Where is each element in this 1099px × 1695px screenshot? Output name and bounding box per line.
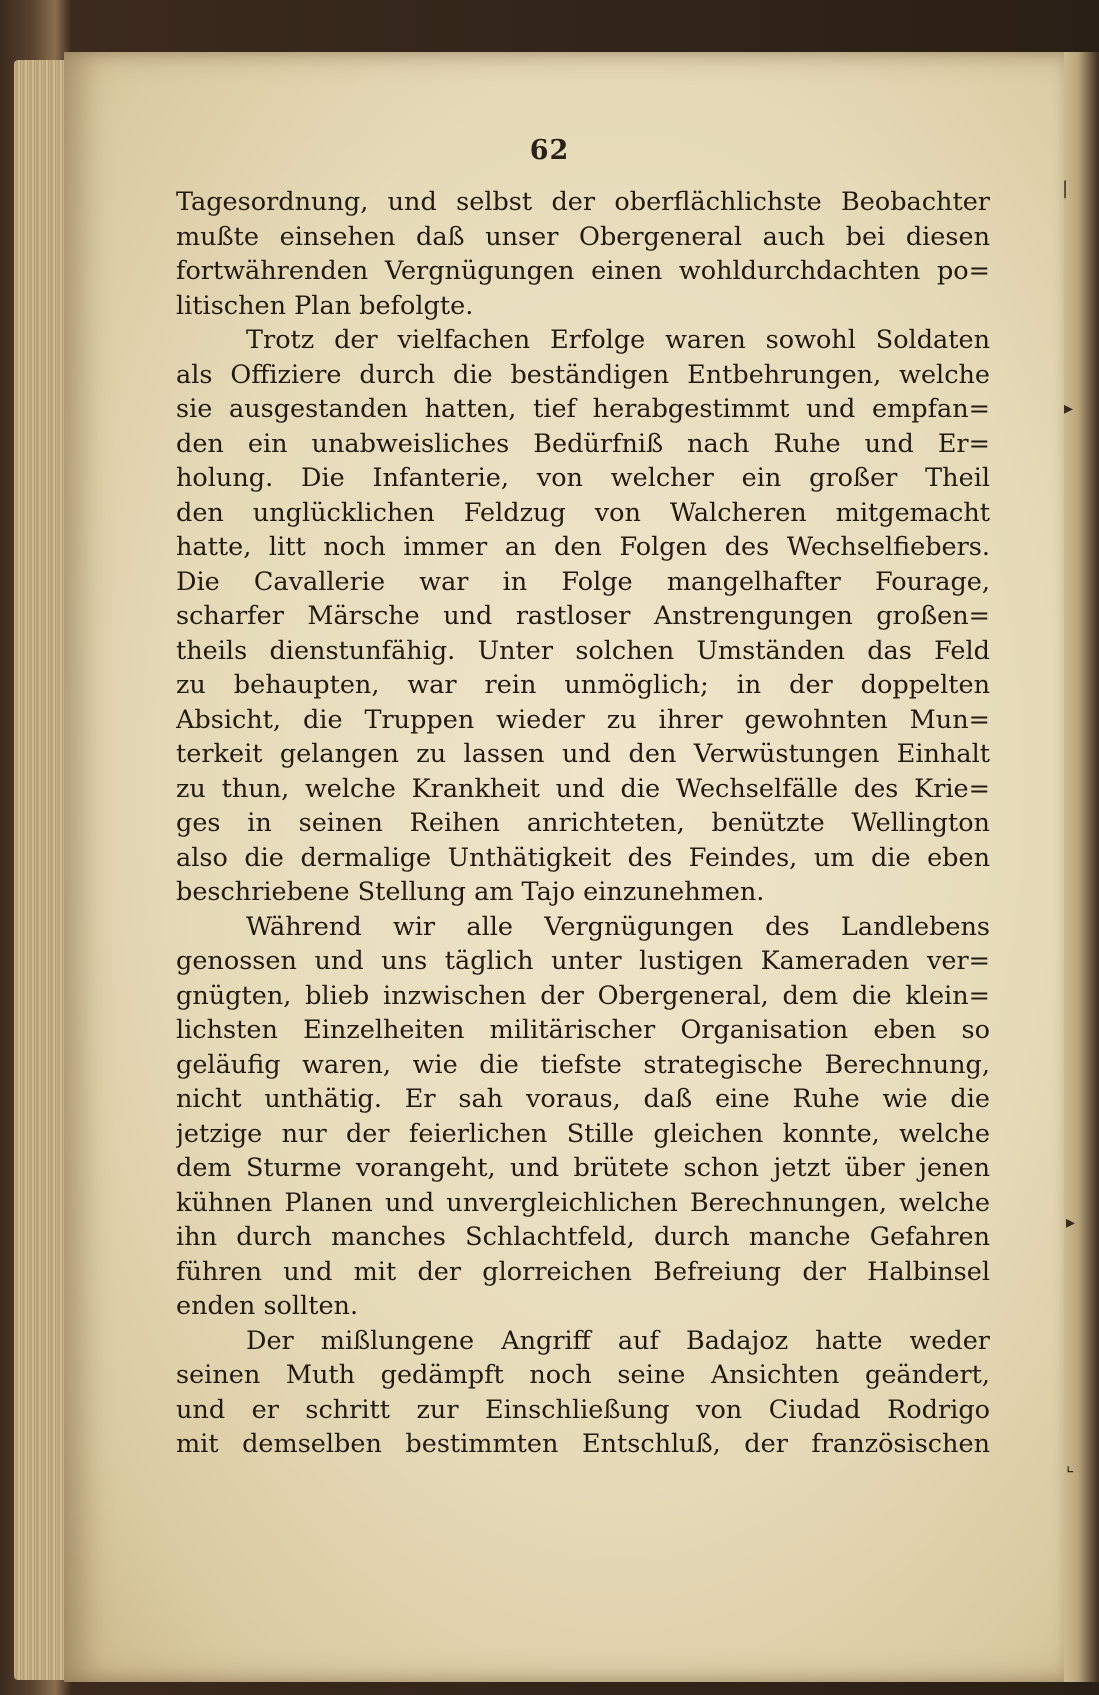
text-line: Während wir alle Vergnügungen des Landlebens: [246, 911, 990, 942]
text-line: lichsten Einzelheiten militärischer Organisation eben so: [176, 1015, 990, 1045]
right-page-edge: [1064, 52, 1099, 1682]
text-line: holung. Die Infanterie, von welcher ein großer Theil: [176, 463, 990, 493]
text-line: Der mißlungene Angriff auf Badajoz hatte weder: [246, 1325, 990, 1356]
text-line: theils dienstunfähig. Unter solchen Umständen das Feld: [176, 635, 990, 666]
text-line: fortwährenden Vergnügungen einen wohldurchdachten po=: [176, 256, 990, 286]
body-text: [176, 185, 990, 1462]
text-line: seinen Muth gedämpft noch seine Ansichten geändert,: [176, 1360, 990, 1390]
margin-arrow-icon: ▸: [1066, 1212, 1076, 1233]
text-line: genossen und uns täglich unter lustigen Kameraden ver=: [176, 946, 990, 976]
page-number: 62: [529, 135, 570, 166]
margin-arrow-icon: ▸: [1064, 398, 1074, 419]
text-line: führen und mit der glorreichen Befreiung der Halbinsel: [176, 1256, 990, 1287]
text-line: als Offiziere durch die beständigen Entbehrungen, welche: [176, 359, 990, 390]
text-line: dem Sturme vorangeht, und brütete schon jetzt über jenen: [176, 1153, 990, 1183]
text-line: kühnen Planen und unvergleichlichen Berechnungen, welche: [176, 1187, 990, 1218]
text-line: Trotz der vielfachen Erfolge waren sowohl Soldaten: [246, 325, 990, 355]
text-line: beschriebene Stellung am Tajo einzunehmen.: [176, 877, 765, 907]
text-line: terkeit gelangen zu lassen und den Verwüstungen Einhalt: [176, 739, 990, 769]
text-line: gnügten, blieb inzwischen der Obergeneral, dem die klein=: [176, 980, 990, 1011]
text-line: Absicht, die Truppen wieder zu ihrer gewohnten Mun=: [176, 704, 990, 735]
text-line: hatte, litt noch immer an den Folgen des Wechselfiebers.: [176, 532, 990, 562]
text-line: zu thun, welche Krankheit und die Wechselfälle des Krie=: [176, 773, 990, 804]
text-line: Die Cavallerie war in Folge mangelhafter Fourage,: [176, 566, 990, 597]
text-line: mit demselben bestimmten Entschluß, der französischen: [176, 1429, 990, 1459]
text-line: litischen Plan befolgte.: [176, 290, 474, 321]
margin-tick-mark: |: [1062, 178, 1069, 199]
text-line: und er schritt zur Einschließung von Ciudad Rodrigo: [176, 1394, 990, 1425]
text-line: Tagesordnung, und selbst der oberflächlichste Beobachter: [176, 187, 990, 217]
text-line: zu behaupten, war rein unmöglich; in der doppelten: [176, 670, 990, 700]
text-line: scharfer Märsche und rastloser Anstrengungen großen=: [176, 601, 990, 631]
text-line: den ein unabweisliches Bedürfniß nach Ruhe und Er=: [176, 428, 990, 459]
text-line: ihn durch manches Schlachtfeld, durch manche Gefahren: [176, 1222, 990, 1252]
text-line: geläufig waren, wie die tiefste strategische Berechnung,: [176, 1049, 990, 1080]
text-line: den unglücklichen Feldzug von Walcheren mitgemacht: [176, 497, 990, 528]
text-line: nicht unthätig. Er sah voraus, daß eine Ruhe wie die: [176, 1084, 990, 1114]
margin-tick-mark: ⌞: [1066, 1455, 1075, 1476]
text-line: enden sollten.: [176, 1291, 359, 1321]
text-line: jetzige nur der feierlichen Stille gleichen konnte, welche: [176, 1118, 990, 1149]
text-line: also die dermalige Unthätigkeit des Feindes, um die eben: [176, 842, 990, 873]
text-line: ges in seinen Reihen anrichteten, benützte Wellington: [176, 808, 990, 838]
text-line: sie ausgestanden hatten, tief herabgestimmt und empfan=: [176, 394, 990, 424]
text-line: mußte einsehen daß unser Obergeneral auch bei diesen: [176, 221, 990, 252]
